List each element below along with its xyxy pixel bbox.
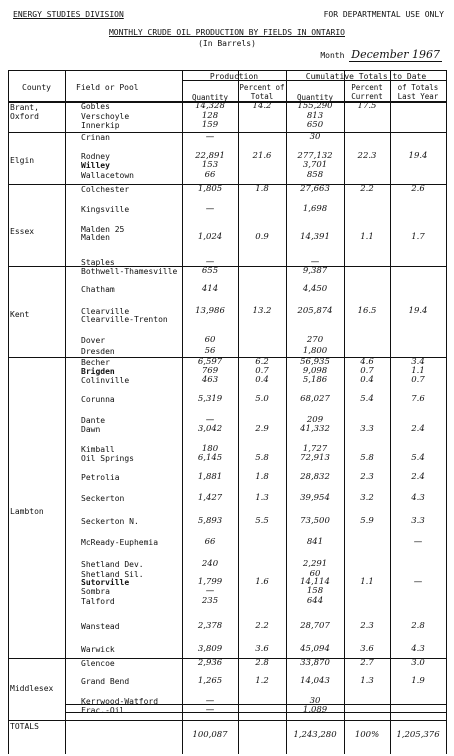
county-middlesex: Middlesex [10, 684, 54, 693]
total-quantity: 100,087 [192, 730, 228, 740]
percent-last-year: 4.3 [411, 644, 425, 654]
production-quantity: 414 [201, 284, 219, 294]
field-name: Staples [81, 258, 115, 267]
col-line [8, 70, 9, 754]
report-title: MONTHLY CRUDE OIL PRODUCTION BY FIELDS IN ONTARIO [108, 28, 345, 37]
percent-of-total: 6.2 [255, 357, 269, 367]
field-name: Sombra [81, 587, 110, 596]
field-name: Willey [81, 161, 110, 170]
field-name: Dover [81, 336, 106, 345]
field-name: Seckerton N. [81, 517, 139, 526]
percent-current: 4.6 [360, 357, 374, 367]
division-label: ENERGY STUDIES DIVISION [13, 10, 124, 19]
month-value: December 1967 [351, 48, 440, 61]
percent-current: 2.2 [360, 184, 374, 194]
production-quantity: 60 [204, 335, 216, 345]
units-label: (In Barrels) [198, 39, 256, 48]
percent-last-year: — [413, 577, 423, 587]
cumulative-quantity: 270 [306, 335, 324, 345]
last-year-header: of Totals Last Year [397, 83, 439, 101]
percent-current: 5.4 [360, 394, 374, 404]
total-last-year: 1,205,376 [396, 730, 440, 740]
field-name: Oil Springs [81, 454, 134, 463]
cumulative-quantity: 68,027 [300, 394, 330, 404]
field-name: Kingsville [81, 205, 130, 214]
production-quantity: 769 [201, 366, 219, 376]
percent-of-total: 0.7 [255, 366, 269, 376]
production-quantity: — [205, 415, 215, 425]
percent-last-year: 4.3 [411, 493, 425, 503]
field-name: Glencoe [81, 659, 115, 668]
field-name: Malden [81, 233, 110, 242]
percent-last-year: 1.1 [411, 366, 425, 376]
county-elgin: Elgin [10, 156, 35, 165]
production-quantity: 1,265 [197, 676, 223, 686]
cumulative-quantity: 45,094 [300, 644, 330, 654]
cumulative-quantity: 73,500 [300, 516, 330, 526]
percent-current: 1.3 [360, 676, 374, 686]
field-name: Rodney [81, 152, 110, 161]
percent-of-total: 14.2 [252, 101, 272, 111]
field-name: Innerkip [81, 121, 120, 130]
county-header: County [22, 83, 51, 92]
cumulative-quantity: 644 [306, 596, 324, 606]
col-line [446, 70, 447, 754]
field-name: Grand Bend [81, 677, 130, 686]
field-name: Kimball [81, 445, 115, 454]
percent-current: 22.3 [357, 151, 377, 161]
percent-current: 0.4 [360, 375, 374, 385]
production-quantity: 6,145 [197, 453, 223, 463]
production-quantity: 1,024 [197, 232, 223, 242]
totals-label: TOTALS [10, 722, 39, 731]
production-quantity: 128 [201, 111, 219, 121]
cumulative-quantity: 60 [309, 569, 321, 579]
cumulative-header: Cumulative Totals to Date [305, 72, 427, 81]
cumulative-quantity: 650 [306, 120, 324, 130]
percent-current: 17.5 [357, 101, 377, 111]
field-name: Clearville-Trenton [81, 315, 168, 324]
production-quantity: 22,891 [195, 151, 225, 161]
col-line [65, 70, 66, 754]
field-name: Sutorville [81, 578, 130, 587]
production-quantity: 159 [201, 120, 219, 130]
percent-of-total: 3.6 [255, 644, 269, 654]
departmental-use-label: FOR DEPARTMENTAL USE ONLY [323, 10, 444, 19]
cum-quantity-header: Quantity [296, 93, 334, 102]
total-percent-current: 100% [354, 730, 380, 740]
field-name: Dante [81, 416, 106, 425]
production-quantity: — [205, 705, 215, 715]
production-quantity: 66 [204, 170, 216, 180]
production-quantity: — [205, 204, 215, 214]
production-quantity: 2,378 [197, 621, 223, 631]
cumulative-quantity: 41,332 [300, 424, 330, 434]
production-quantity: 6,597 [197, 357, 223, 367]
production-quantity: — [205, 257, 215, 267]
cumulative-quantity: 56,935 [300, 357, 330, 367]
cumulative-quantity: 1,698 [302, 204, 328, 214]
production-quantity: 3,042 [197, 424, 223, 434]
cumulative-quantity: 28,707 [300, 621, 330, 631]
percent-last-year: 2.4 [411, 472, 425, 482]
production-quantity: — [205, 132, 215, 142]
production-quantity: 5,893 [197, 516, 223, 526]
production-quantity: — [205, 586, 215, 596]
field-name: Malden 25 [81, 225, 125, 234]
county-brant-oxford: Brant, Oxford [10, 103, 39, 121]
field-name: Warwick [81, 645, 115, 654]
cumulative-quantity: 858 [306, 170, 324, 180]
percent-of-total: 5.0 [255, 394, 269, 404]
production-quantity: 56 [204, 346, 216, 356]
cumulative-quantity: 30 [309, 696, 321, 706]
production-quantity: 1,805 [197, 184, 223, 194]
percent-last-year: 5.4 [411, 453, 425, 463]
percent-last-year: 1.9 [411, 676, 425, 686]
percent-last-year: 1.7 [411, 232, 425, 242]
cumulative-quantity: 27,663 [300, 184, 330, 194]
field-name: Dawn [81, 425, 101, 434]
cumulative-quantity: 1,727 [302, 444, 328, 454]
percent-of-total: 1.8 [255, 184, 269, 194]
field-name: Colchester [81, 185, 130, 194]
percent-last-year: 7.6 [411, 394, 425, 404]
percent-current: 3.3 [360, 424, 374, 434]
percent-current: 5.8 [360, 453, 374, 463]
cumulative-quantity: — [310, 257, 320, 267]
production-quantity: 463 [201, 375, 219, 385]
field-name: Corunna [81, 395, 115, 404]
percent-of-total: 2.9 [255, 424, 269, 434]
percent-of-total: 5.5 [255, 516, 269, 526]
county-essex: Essex [10, 227, 35, 236]
percent-of-total: 2.8 [255, 658, 269, 668]
percent-current: 16.5 [357, 306, 377, 316]
cumulative-quantity: 72,913 [300, 453, 330, 463]
cumulative-quantity: 209 [306, 415, 324, 425]
production-quantity: 1,427 [197, 493, 223, 503]
production-quantity: 66 [204, 537, 216, 547]
cumulative-quantity: 14,114 [300, 577, 330, 587]
production-quantity: 235 [201, 596, 219, 606]
production-header: Production [209, 72, 259, 81]
percent-current: 1.1 [360, 577, 374, 587]
production-quantity: 180 [201, 444, 219, 454]
percent-last-year: 2.8 [411, 621, 425, 631]
cumulative-quantity: 158 [306, 586, 324, 596]
cumulative-quantity: 33,870 [300, 658, 330, 668]
field-name: Chatham [81, 285, 115, 294]
field-name: Petrolia [81, 473, 120, 482]
field-name: Wanstead [81, 622, 120, 631]
production-quantity: 13,986 [195, 306, 225, 316]
percent-total-header: Percent of Total [239, 83, 285, 101]
percent-of-total: 0.4 [255, 375, 269, 385]
field-name: Kerrwood-Watford [81, 697, 159, 706]
percent-current: 0.7 [360, 366, 374, 376]
cumulative-quantity: 5,186 [302, 375, 328, 385]
field-name: Colinville [81, 376, 130, 385]
percent-last-year: 3.0 [411, 658, 425, 668]
cumulative-quantity: 205,874 [297, 306, 333, 316]
percent-last-year: 19.4 [408, 151, 428, 161]
field-name: Bothwell-Thamesville [81, 267, 178, 276]
totals-line [8, 720, 447, 721]
cumulative-quantity: 14,391 [300, 232, 330, 242]
field-name: Frac.-Oil [81, 706, 125, 715]
percent-last-year: 19.4 [408, 306, 428, 316]
percent-current: 1.1 [360, 232, 374, 242]
county-kent: Kent [10, 310, 30, 319]
field-name: Shetland Dev. [81, 560, 144, 569]
percent-of-total: 13.2 [252, 306, 272, 316]
percent-current: 5.9 [360, 516, 374, 526]
field-name: Clearville [81, 307, 130, 316]
cumulative-quantity: 28,832 [300, 472, 330, 482]
cumulative-quantity: 277,132 [297, 151, 333, 161]
field-name: Wallacetown [81, 171, 134, 180]
percent-last-year: 3.3 [411, 516, 425, 526]
production-quantity: 240 [201, 559, 219, 569]
percent-current-header: Percent Current [351, 83, 383, 101]
percent-of-total: 0.9 [255, 232, 269, 242]
percent-last-year: — [413, 537, 423, 547]
cumulative-quantity: 813 [306, 111, 324, 121]
cumulative-quantity: 2,291 [302, 559, 328, 569]
field-header: Field or Pool [76, 83, 139, 92]
row-line [8, 70, 447, 71]
percent-current: 3.6 [360, 644, 374, 654]
cumulative-quantity: 30 [309, 132, 321, 142]
production-table [8, 70, 447, 754]
cumulative-quantity: 1,089 [302, 705, 328, 715]
field-name: Becher [81, 358, 110, 367]
cumulative-quantity: 155,290 [297, 101, 333, 111]
field-name: Brigden [81, 367, 115, 376]
percent-current: 2.3 [360, 621, 374, 631]
total-cumulative: 1,243,280 [293, 730, 337, 740]
cumulative-quantity: 3,701 [302, 160, 328, 170]
county-lambton: Lambton [10, 507, 44, 516]
field-name: Shetland Sil. [81, 570, 144, 579]
field-name: Verschoyle [81, 112, 130, 121]
percent-current: 2.7 [360, 658, 374, 668]
percent-of-total: 1.2 [255, 676, 269, 686]
percent-of-total: 1.8 [255, 472, 269, 482]
quantity-header: Quantity [191, 93, 229, 102]
percent-of-total: 21.6 [252, 151, 272, 161]
production-quantity: 5,319 [197, 394, 223, 404]
production-quantity: — [205, 696, 215, 706]
field-name: Talford [81, 597, 115, 606]
percent-current: 2.3 [360, 472, 374, 482]
production-quantity: 153 [201, 160, 219, 170]
cumulative-quantity: 14,043 [300, 676, 330, 686]
percent-last-year: 2.4 [411, 424, 425, 434]
production-quantity: 1,881 [197, 472, 223, 482]
percent-last-year: 0.7 [411, 375, 425, 385]
field-name: Crinan [81, 133, 110, 142]
percent-of-total: 2.2 [255, 621, 269, 631]
percent-of-total: 5.8 [255, 453, 269, 463]
field-name: McReady-Euphemia [81, 538, 159, 547]
field-name: Gobles [81, 102, 110, 111]
cumulative-quantity: 9,387 [302, 266, 328, 276]
field-name: Seckerton [81, 494, 125, 503]
field-name: Dresden [81, 347, 115, 356]
percent-of-total: 1.3 [255, 493, 269, 503]
production-quantity: 14,328 [195, 101, 225, 111]
production-quantity: 3,809 [197, 644, 223, 654]
month-line [320, 48, 442, 61]
production-quantity: 1,799 [197, 577, 223, 587]
production-quantity: 2,936 [197, 658, 223, 668]
cumulative-quantity: 841 [306, 537, 324, 547]
percent-last-year: 2.6 [411, 184, 425, 194]
cumulative-quantity: 39,954 [300, 493, 330, 503]
cumulative-quantity: 4,450 [302, 284, 328, 294]
percent-of-total: 1.6 [255, 577, 269, 587]
cumulative-quantity: 1,800 [302, 346, 328, 356]
percent-current: 3.2 [360, 493, 374, 503]
month-label: Month [320, 51, 345, 60]
production-quantity: 655 [201, 266, 219, 276]
percent-last-year: 3.4 [411, 357, 425, 367]
cumulative-quantity: 9,098 [302, 366, 328, 376]
